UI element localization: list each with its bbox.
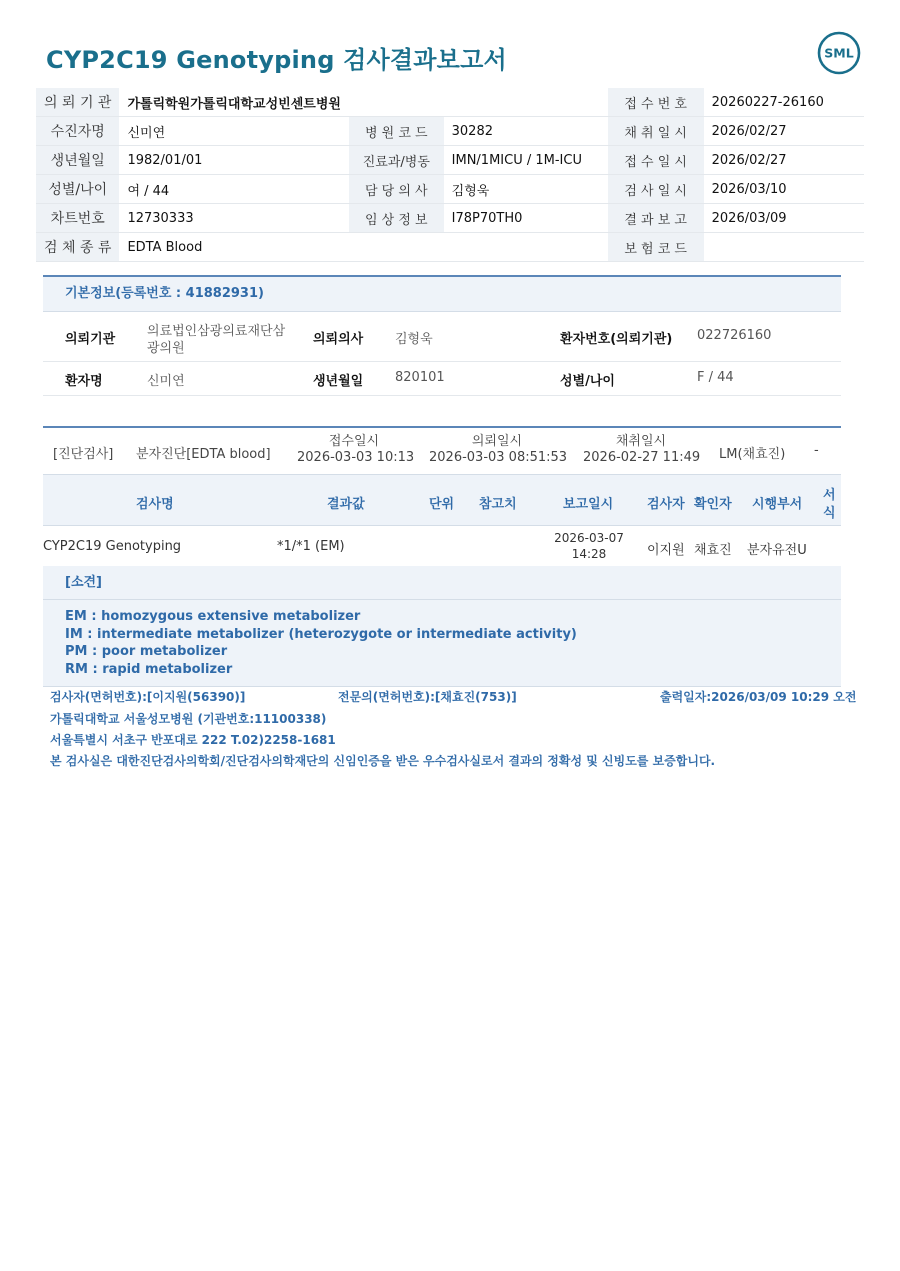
col-tester: 검사자 (647, 497, 685, 512)
req-org-line2: 광의원 (147, 341, 185, 356)
table-row (36, 146, 864, 175)
col-dept: 시행부서 (752, 497, 803, 512)
req-doc-value: 김형욱 (395, 332, 433, 347)
birth-value: 820101 (395, 370, 445, 385)
footer-hospital: 가톨릭대학교 서울성모병원 (기관번호:11100338) (50, 712, 327, 726)
sex-age-label: 성별/나이 (560, 374, 615, 389)
opinion-section (43, 566, 841, 687)
info-label: 생년월일 (36, 146, 119, 175)
opinion-line: EM : homozygous extensive metabolizer (65, 609, 361, 624)
report-title: CYP2C19 Genotyping 검사결과보고서 (46, 46, 507, 74)
patient-info-table (36, 88, 864, 262)
footer-address: 서울특별시 서초구 반포대로 222 T.02)2258-1681 (50, 733, 336, 747)
info-value: 2026/02/27 (704, 117, 864, 146)
col-unit: 단위 (429, 497, 455, 512)
basic-info-row-1 (43, 312, 841, 362)
table-row (36, 88, 864, 117)
col-form-2: 식 (823, 506, 836, 521)
footer-certification: 본 검사실은 대한진단검사의학회/진단검사의학재단의 신임인증을 받은 우수검사실로서 결과의 정확성 및 신빙도를 보증합니다. (50, 754, 716, 768)
info-value: EDTA Blood (119, 233, 349, 262)
info-label: 채 취 일 시 (608, 117, 704, 146)
info-label: 차트번호 (36, 204, 119, 233)
info-label: 검 체 종 류 (36, 233, 119, 262)
basic-info-section (43, 275, 841, 396)
basic-info-row-2 (43, 362, 841, 396)
info-value (444, 233, 608, 262)
test-result-section (43, 426, 841, 569)
request-label: 의뢰일시 (471, 434, 523, 449)
info-value: 2026/03/10 (704, 175, 864, 204)
lm-name: LM(채효진) (719, 447, 786, 462)
info-value: 여 / 44 (119, 175, 349, 204)
info-value: 신미연 (119, 117, 349, 146)
footer-specialist: 전문의(면허번호):[채효진(753)] (338, 690, 517, 704)
row-test-name: CYP2C19 Genotyping (43, 539, 182, 554)
info-value: I78P70TH0 (444, 204, 608, 233)
info-value: 2026/03/09 (704, 204, 864, 233)
col-report-datetime: 보고일시 (563, 497, 614, 512)
info-value (444, 88, 608, 117)
info-label: 수진자명 (36, 117, 119, 146)
opinion-line: PM : poor metabolizer (65, 644, 228, 659)
receipt-label: 접수일시 (328, 434, 380, 449)
row-checker: 채효진 (694, 543, 732, 558)
info-value: 2026/02/27 (704, 146, 864, 175)
sml-logo-text: SML (824, 45, 854, 61)
opinion-line: IM : intermediate metabolizer (heterozygote or intermediate activity) (65, 626, 577, 642)
req-org-line1: 의료법인삼광의료재단삼 (147, 324, 286, 339)
info-label: 담 당 의 사 (349, 175, 444, 204)
receipt-value: 2026-03-03 10:13 (297, 450, 415, 465)
basic-info-header: 기본정보(등록번호 : 41882931) (43, 277, 841, 312)
info-label: 접 수 번 호 (608, 88, 704, 117)
col-result: 결과값 (327, 497, 365, 512)
info-value: 1982/01/01 (119, 146, 349, 175)
receipt-datetime (297, 434, 415, 466)
lm-dash: - (814, 443, 819, 458)
info-label: 성별/나이 (36, 175, 119, 204)
patient-name-label: 환자명 (65, 374, 103, 389)
opinion-header: [소견] (43, 566, 841, 600)
req-doc-label: 의뢰의사 (313, 332, 364, 347)
sex-age-value: F / 44 (697, 370, 734, 385)
row-result: *1/*1 (EM) (277, 539, 345, 554)
info-label: 임 상 정 보 (349, 204, 444, 233)
request-value: 2026-03-03 08:51:53 (429, 450, 568, 465)
patient-no-label: 환자번호(의뢰기관) (560, 332, 673, 347)
footer-tester: 검사자(면허번호):[이지원(56390)] (50, 690, 246, 704)
info-value: 12730333 (119, 204, 349, 233)
info-label: 결 과 보 고 (608, 204, 704, 233)
row-report-time: 14:28 (571, 547, 607, 561)
sml-logo (816, 30, 862, 76)
info-label: 진료과/병동 (349, 146, 444, 175)
opinion-line: RM : rapid metabolizer (65, 661, 233, 677)
col-reference: 참고치 (479, 497, 517, 512)
info-value: 20260227-26160 (704, 88, 864, 117)
info-value: IMN/1MICU / 1M-ICU (444, 146, 608, 175)
info-label: 의 뢰 기 관 (36, 88, 119, 117)
opinion-body (43, 600, 841, 687)
request-datetime (429, 434, 568, 466)
col-test-name: 검사명 (136, 497, 174, 512)
test-category: [진단검사] (53, 447, 114, 462)
info-label: 검 사 일 시 (608, 175, 704, 204)
patient-name-value: 신미연 (147, 374, 185, 389)
info-value: 30282 (444, 117, 608, 146)
table-row (36, 204, 864, 233)
patient-no-value: 022726160 (697, 328, 772, 343)
info-label: 보 험 코 드 (608, 233, 704, 262)
birth-label: 생년월일 (313, 374, 364, 389)
row-report-date: 2026-03-07 (554, 531, 624, 545)
result-table-header (43, 475, 841, 526)
collect-datetime (583, 434, 699, 466)
info-label: 접 수 일 시 (608, 146, 704, 175)
info-label: 병 원 코 드 (349, 117, 444, 146)
col-form-1: 서 (823, 488, 836, 503)
test-specimen: 분자진단[EDTA blood] (136, 447, 271, 462)
info-label (349, 88, 444, 117)
table-row (36, 233, 864, 262)
info-value: 김형욱 (444, 175, 608, 204)
collect-label: 채취일시 (615, 434, 667, 449)
req-org-label: 의뢰기관 (65, 332, 116, 347)
row-tester: 이지원 (647, 543, 685, 558)
info-value (704, 233, 864, 262)
row-dept: 분자유전U (747, 543, 807, 558)
table-row (36, 175, 864, 204)
footer-printed: 출력일자:2026/03/09 10:29 오전 (660, 690, 857, 704)
info-value: 가톨릭학원가톨릭대학교성빈센트병원 (119, 88, 349, 117)
test-meta-row (43, 428, 841, 475)
table-row (36, 117, 864, 146)
col-checker: 확인자 (694, 497, 732, 512)
table-row (43, 526, 841, 569)
info-label (349, 233, 444, 262)
collect-value: 2026-02-27 11:49 (583, 450, 701, 465)
